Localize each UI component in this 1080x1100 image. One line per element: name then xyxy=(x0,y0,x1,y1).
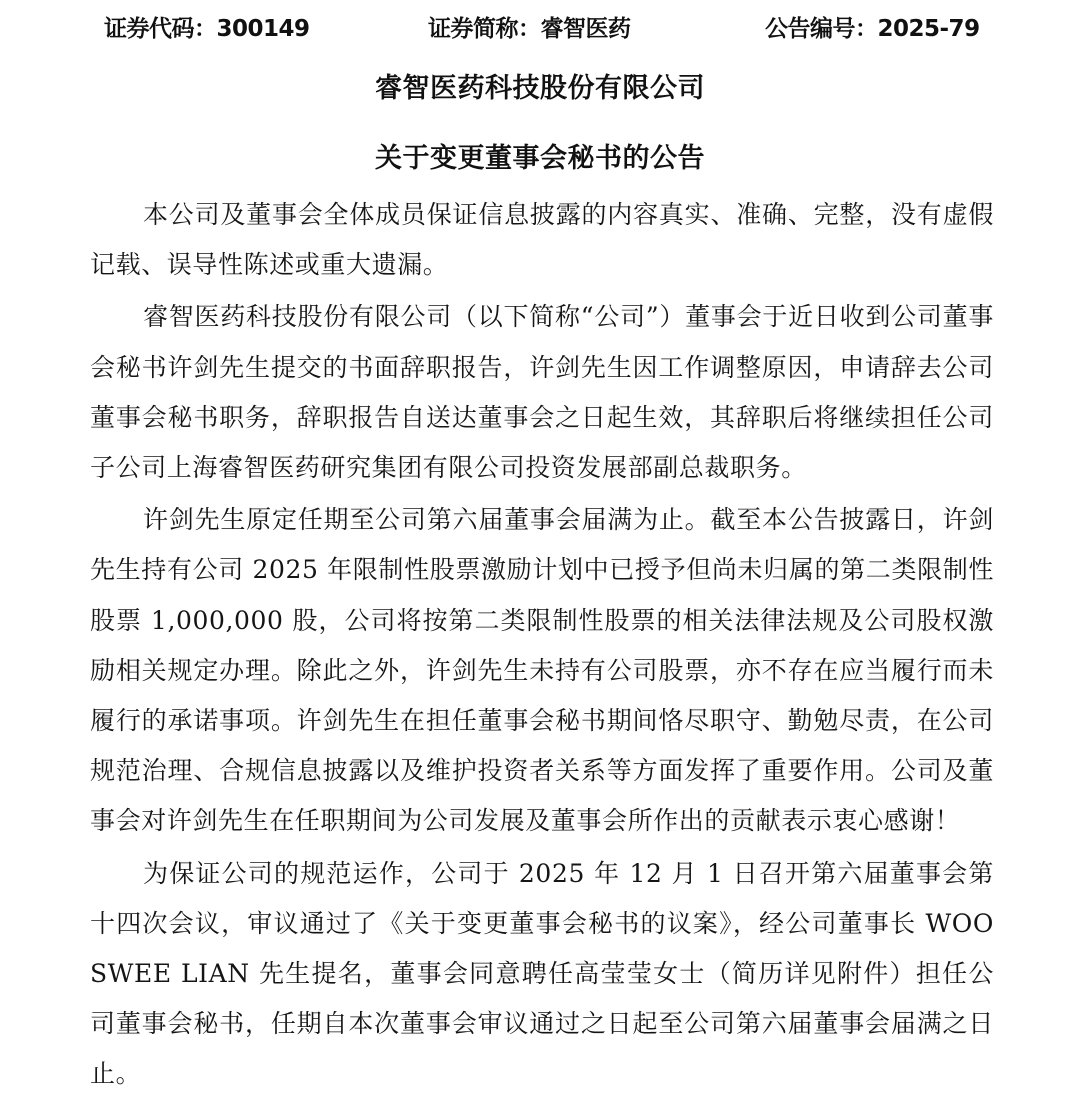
company-title: 睿智医药科技股份有限公司 xyxy=(375,73,705,104)
announcement-number: 公告编号：2025-79 xyxy=(765,16,980,42)
paragraph-resignation: 睿智医药科技股份有限公司（以下简称“公司”）董事会于近日收到公司董事会秘书许剑先生提交的书面辞职报告，许剑先生因工作调整原因，申请辞去公司董事会秘书职务，辞职报告自送达董事会之日起生效，其辞职后将继续担任公司子公司上海睿智医药研究集团有限公司投资发展部副总裁职务。 xyxy=(90,302,994,483)
announcement-body xyxy=(90,190,994,1100)
announcement-title: 关于变更董事会秘书的公告 xyxy=(375,143,705,174)
stock-code: 证券代码：300149 xyxy=(104,16,310,42)
announcement-header xyxy=(0,6,1080,46)
paragraph-holdings: 许剑先生原定任期至公司第六届董事会届满为止。截至本公告披露日，许剑先生持有公司 2025 年限制性股票激励计划中已授予但尚未归属的第二类限制性股票 1,000,000 股，公司将按第二类限制性股票的相关法律法规及公司股权激励相关规定办理。除此之外，许剑先生未持有公司股票，亦不存在应当履行而未履行的承诺事项。许剑先生在担任董事会秘书期间恪尽职守、勤勉尽责，在公司规范治理、合规信息披露以及维护投资者关系等方面发挥了重要作用。公司及董事会对许剑先生在任职期间为公司发展及董事会所作出的贡献表示衷心感谢！ xyxy=(90,505,994,836)
paragraph-appointment: 为保证公司的规范运作，公司于 2025 年 12 月 1 日召开第六届董事会第十四次会议，审议通过了《关于变更董事会秘书的议案》，经公司董事长 WOO SWEE LIAN 先生提名，董事会同意聘任高莹莹女士（简历详见附件）担任公司董事会秘书，任期自本次董事会审议通过之日起至公司第六届董事会届满之日止。 xyxy=(90,858,994,1089)
stock-short-name: 证券简称：睿智医药 xyxy=(428,16,631,42)
paragraph-disclaimer: 本公司及董事会全体成员保证信息披露的内容真实、准确、完整，没有虚假记载、误导性陈述或重大遗漏。 xyxy=(90,200,994,280)
